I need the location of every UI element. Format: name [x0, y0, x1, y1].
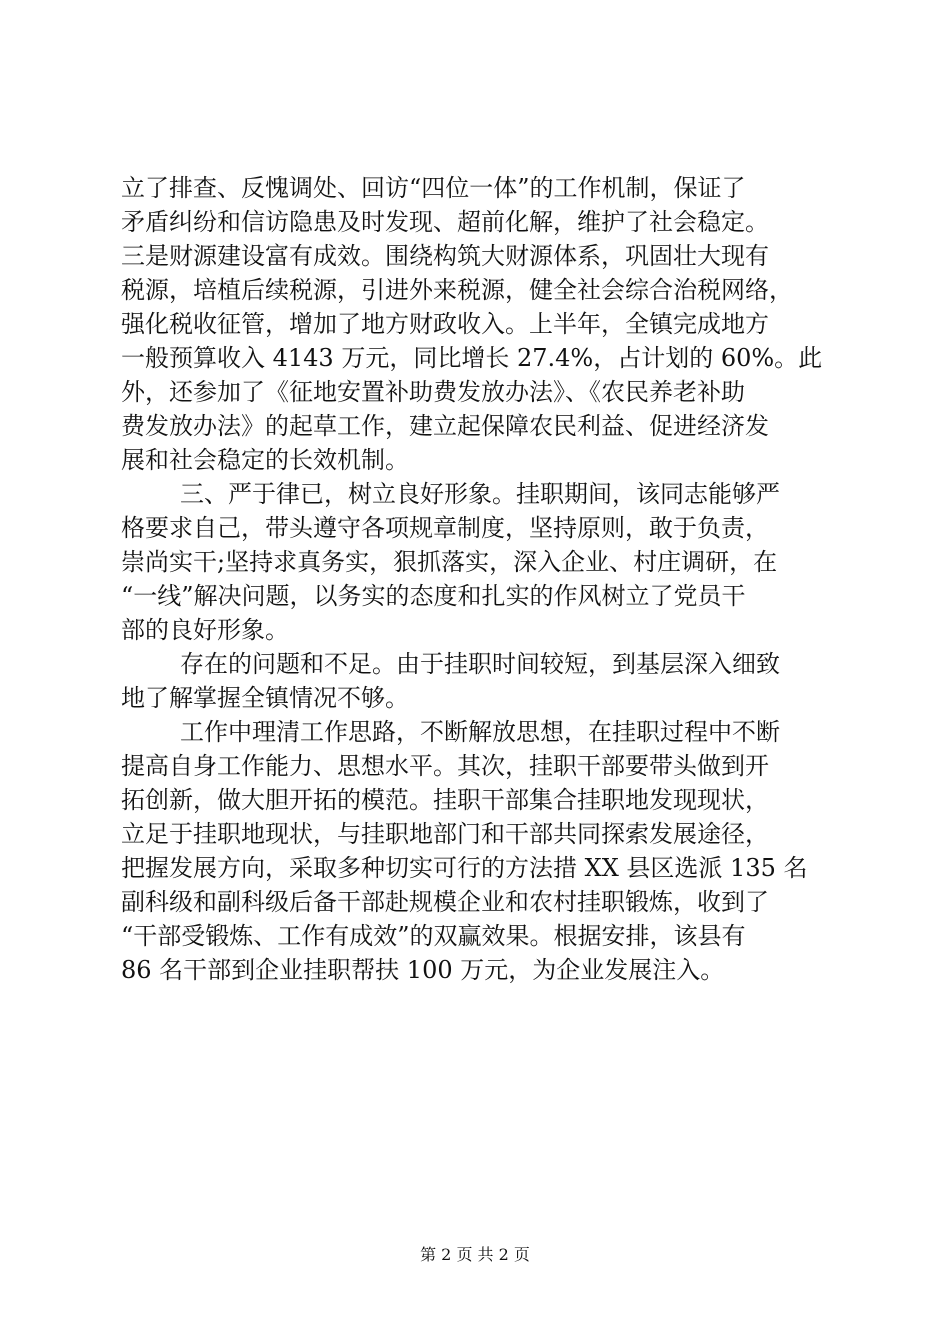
text-line: 部的良好形象。	[121, 616, 289, 644]
text-line: 一般预算收入 4143 万元，同比增长 27.4%，占计划的 60%。此	[121, 344, 823, 372]
paragraph-start-line: 存在的问题和不足。由于挂职时间较短，到基层深入细致	[180, 650, 780, 678]
text-line: 副科级和副科级后备干部赴规模企业和农村挂职锻炼，收到了	[121, 888, 769, 916]
text-line: 展和社会稳定的长效机制。	[121, 446, 409, 474]
text-line: 格要求自己，带头遵守各项规章制度，坚持原则，敢于负责，	[121, 514, 769, 542]
paragraph-start-line: 三、严于律已，树立良好形象。挂职期间，该同志能够严	[180, 480, 780, 508]
text-line: 费发放办法》的起草工作，建立起保障农民利益、促进经济发	[121, 412, 769, 440]
text-line: 86 名干部到企业挂职帮扶 100 万元，为企业发展注入。	[121, 956, 725, 984]
text-line: 三是财源建设富有成效。围绕构筑大财源体系，巩固壮大现有	[121, 242, 769, 270]
text-line: 外，还参加了《征地安置补助费发放办法》、《农民养老补助	[121, 378, 745, 406]
text-line: 立足于挂职地现状，与挂职地部门和干部共同探索发展途径，	[121, 820, 769, 848]
text-line: 税源，培植后续税源，引进外来税源，健全社会综合治税网络，	[121, 276, 793, 304]
text-line: 强化税收征管，增加了地方财政收入。上半年，全镇完成地方	[121, 310, 769, 338]
text-line: “一线”解决问题，以务实的态度和扎实的作风树立了党员干	[121, 582, 746, 610]
text-line: 立了排查、反愧调处、回访“四位一体”的工作机制，保证了	[121, 174, 746, 202]
text-line: 把握发展方向，采取多种切实可行的方法措 XX 县区选派 135 名	[121, 854, 808, 882]
text-line: 地了解掌握全镇情况不够。	[121, 684, 409, 712]
text-line: 矛盾纠纷和信访隐患及时发现、超前化解，维护了社会稳定。	[121, 208, 769, 236]
text-line: “干部受锻炼、工作有成效”的双赢效果。根据安排，该县有	[121, 922, 746, 950]
text-line: 崇尚实干;坚持求真务实，狠抓落实，深入企业、村庄调研，在	[121, 548, 778, 576]
text-line: 提高自身工作能力、思想水平。其次，挂职干部要带头做到开	[121, 752, 769, 780]
page-footer: 第 2 页 共 2 页	[420, 1245, 530, 1264]
paragraph-start-line: 工作中理清工作思路，不断解放思想，在挂职过程中不断	[180, 718, 780, 746]
text-line: 拓创新，做大胆开拓的模范。挂职干部集合挂职地发现现状，	[121, 786, 769, 814]
